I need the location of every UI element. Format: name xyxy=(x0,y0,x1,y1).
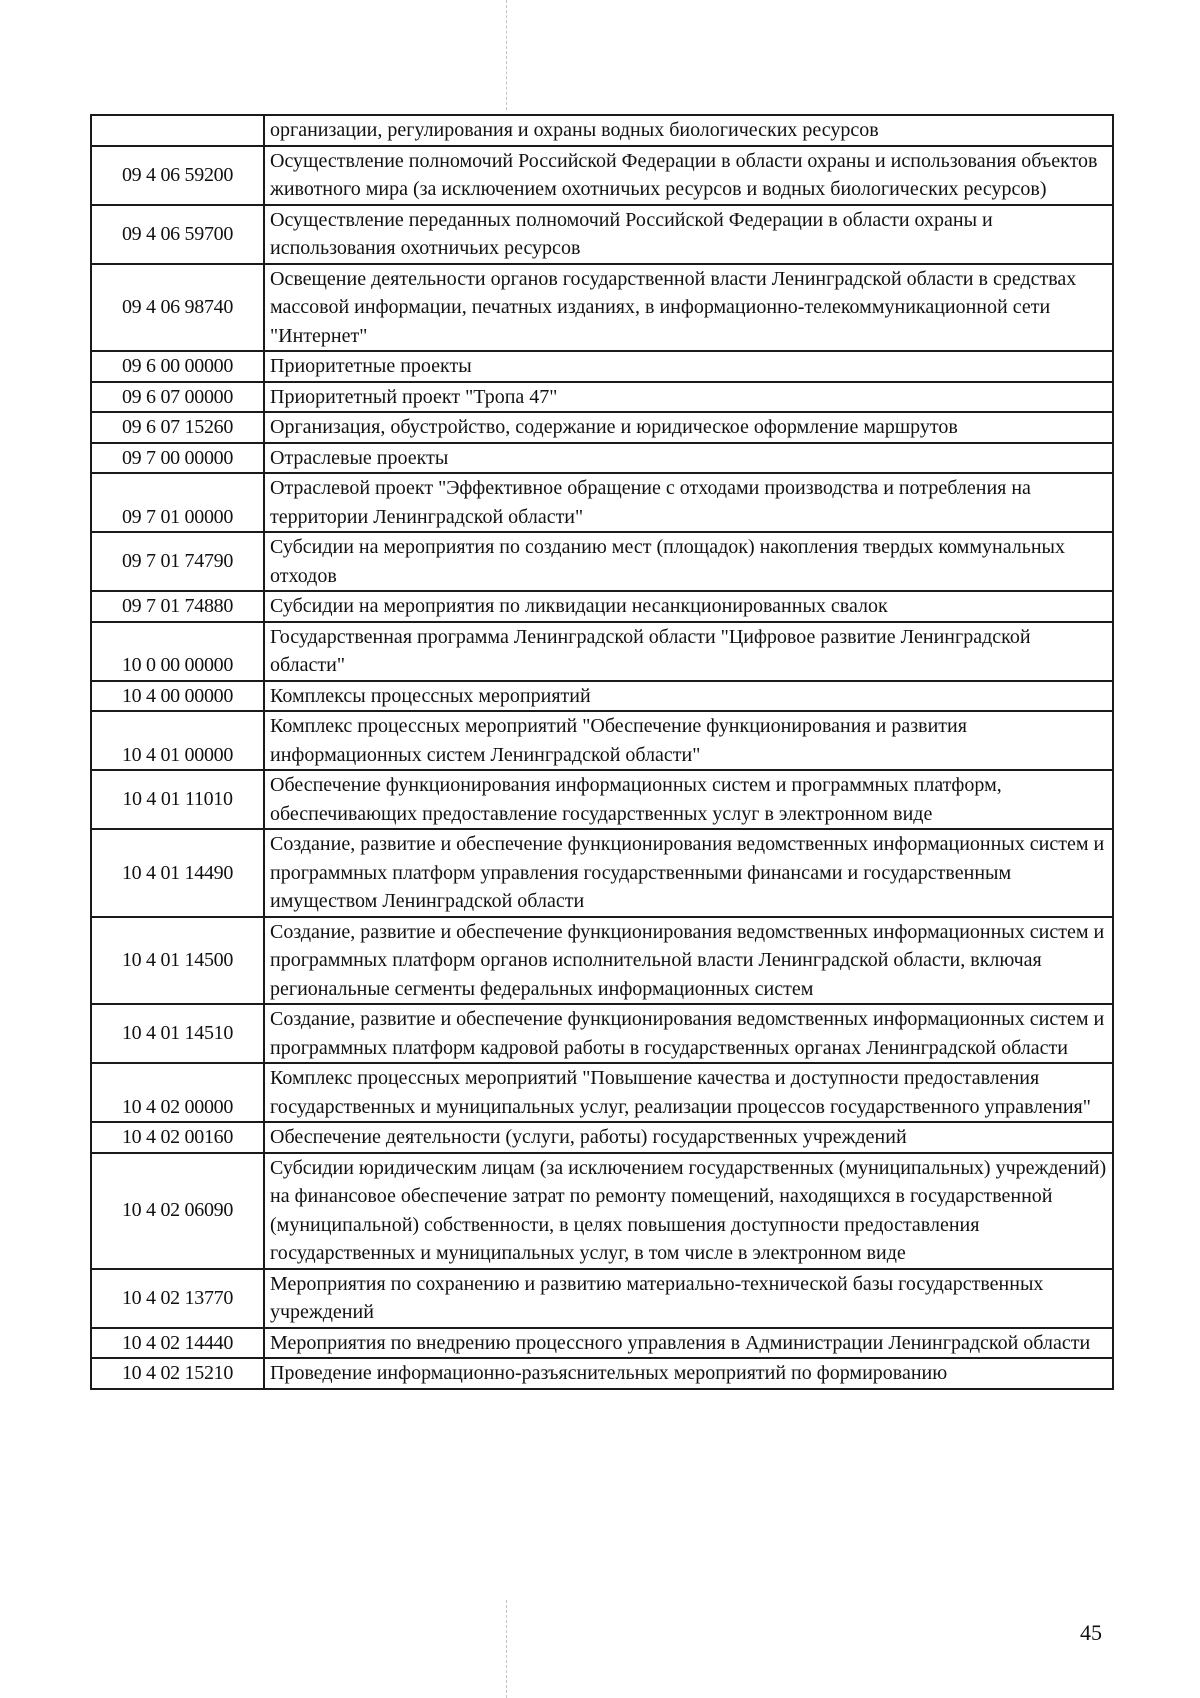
fold-line-bottom xyxy=(506,1600,507,1698)
budget-code-cell: 09 4 06 98740 xyxy=(91,264,264,352)
budget-code-cell: 09 6 00 00000 xyxy=(91,351,264,382)
table-row xyxy=(91,1358,1113,1389)
item-name-cell: Обеспечение функционирования информационных систем и программных платформ, обеспечивающих предоставление государственных услуг в электронном виде xyxy=(264,770,1113,829)
table-body xyxy=(91,115,1113,1389)
item-name-cell: Комплекс процессных мероприятий "Повышение качества и доступности предоставления государственных и муниципальных услуг, реализации процессов государственного управления" xyxy=(264,1063,1113,1122)
budget-code-cell: 10 4 01 00000 xyxy=(91,711,264,770)
table-row xyxy=(91,770,1113,829)
item-name-cell: Субсидии на мероприятия по созданию мест (площадок) накопления твердых коммунальных отходов xyxy=(264,532,1113,591)
item-name-cell: Отраслевой проект "Эффективное обращение с отходами производства и потребления на территории Ленинградской области" xyxy=(264,473,1113,532)
item-name-cell: Приоритетные проекты xyxy=(264,351,1113,382)
table-row xyxy=(91,622,1113,681)
budget-code-cell: 10 4 00 00000 xyxy=(91,681,264,712)
item-name-cell: Комплексы процессных мероприятий xyxy=(264,681,1113,712)
table-row xyxy=(91,829,1113,917)
budget-code-cell: 10 4 01 14500 xyxy=(91,917,264,1005)
budget-code-cell: 10 4 02 00000 xyxy=(91,1063,264,1122)
table-row xyxy=(91,1328,1113,1359)
item-name-cell: Создание, развитие и обеспечение функционирования ведомственных информационных систем и программных платформ управления государственными финансами и государственным имуществом Ленинградской области xyxy=(264,829,1113,917)
budget-code-cell: 10 0 00 00000 xyxy=(91,622,264,681)
budget-code-cell: 10 4 02 13770 xyxy=(91,1269,264,1328)
budget-code-cell: 10 4 02 15210 xyxy=(91,1358,264,1389)
item-name-cell: Комплекс процессных мероприятий "Обеспечение функционирования и развития информационных систем Ленинградской области" xyxy=(264,711,1113,770)
item-name-cell: Отраслевые проекты xyxy=(264,443,1113,474)
budget-code-cell: 10 4 01 14490 xyxy=(91,829,264,917)
page-number: 45 xyxy=(1080,1620,1102,1645)
table-row xyxy=(91,917,1113,1005)
budget-code-cell: 10 4 01 14510 xyxy=(91,1004,264,1063)
item-name-cell: Освещение деятельности органов государственной власти Ленинградской области в средствах массовой информации, печатных изданиях, в информационно-телекоммуникационной сети "Интернет" xyxy=(264,264,1113,352)
item-name-cell: Приоритетный проект "Тропа 47" xyxy=(264,382,1113,413)
item-name-cell: Субсидии юридическим лицам (за исключением государственных (муниципальных) учреждений) на финансовое обеспечение затрат по ремонту помещений, находящихся в государственной (муниципальной) собственности, в целях повышения доступности предоставления государственных и муниципальных услуг, в том числе в электронном виде xyxy=(264,1153,1113,1269)
item-name-cell: Создание, развитие и обеспечение функционирования ведомственных информационных систем и программных платформ кадровой работы в государственных органах Ленинградской области xyxy=(264,1004,1113,1063)
table-row xyxy=(91,412,1113,443)
item-name-cell: Проведение информационно-разъяснительных мероприятий по формированию xyxy=(264,1358,1113,1389)
table-row xyxy=(91,681,1113,712)
item-name-cell: организации, регулирования и охраны водных биологических ресурсов xyxy=(264,115,1113,146)
item-name-cell: Мероприятия по сохранению и развитию материально-технической базы государственных учреждений xyxy=(264,1269,1113,1328)
table-row xyxy=(91,591,1113,622)
budget-code-cell: 09 7 00 00000 xyxy=(91,443,264,474)
budget-code-cell: 10 4 02 14440 xyxy=(91,1328,264,1359)
budget-code-cell: 09 7 01 74880 xyxy=(91,591,264,622)
budget-code-cell: 09 4 06 59200 xyxy=(91,146,264,205)
budget-code-cell: 09 6 07 00000 xyxy=(91,382,264,413)
table-row xyxy=(91,146,1113,205)
budget-code-cell: 10 4 02 06090 xyxy=(91,1153,264,1269)
table-row xyxy=(91,1004,1113,1063)
item-name-cell: Осуществление переданных полномочий Российской Федерации в области охраны и использования охотничьих ресурсов xyxy=(264,205,1113,264)
budget-code-table xyxy=(90,114,1114,1390)
item-name-cell: Организация, обустройство, содержание и юридическое оформление маршрутов xyxy=(264,412,1113,443)
item-name-cell: Субсидии на мероприятия по ликвидации несанкционированных свалок xyxy=(264,591,1113,622)
table-row xyxy=(91,443,1113,474)
item-name-cell: Мероприятия по внедрению процессного управления в Администрации Ленинградской области xyxy=(264,1328,1113,1359)
table-row xyxy=(91,115,1113,146)
table-row xyxy=(91,1269,1113,1328)
item-name-cell: Государственная программа Ленинградской области "Цифровое развитие Ленинградской области" xyxy=(264,622,1113,681)
table-row xyxy=(91,711,1113,770)
table-row xyxy=(91,1063,1113,1122)
table-row xyxy=(91,532,1113,591)
item-name-cell: Обеспечение деятельности (услуги, работы) государственных учреждений xyxy=(264,1122,1113,1153)
budget-code-cell: 09 7 01 00000 xyxy=(91,473,264,532)
budget-code-cell: 09 7 01 74790 xyxy=(91,532,264,591)
budget-code-cell: 09 4 06 59700 xyxy=(91,205,264,264)
table-row xyxy=(91,473,1113,532)
table-row xyxy=(91,1122,1113,1153)
table-row xyxy=(91,351,1113,382)
budget-code-cell xyxy=(91,115,264,146)
budget-code-cell: 09 6 07 15260 xyxy=(91,412,264,443)
table-row xyxy=(91,205,1113,264)
table-row xyxy=(91,382,1113,413)
table-row xyxy=(91,264,1113,352)
table-row xyxy=(91,1153,1113,1269)
budget-code-cell: 10 4 01 11010 xyxy=(91,770,264,829)
budget-code-cell: 10 4 02 00160 xyxy=(91,1122,264,1153)
item-name-cell: Осуществление полномочий Российской Федерации в области охраны и использования объектов животного мира (за исключением охотничьих ресурсов и водных биологических ресурсов) xyxy=(264,146,1113,205)
fold-line-top xyxy=(506,0,507,110)
item-name-cell: Создание, развитие и обеспечение функционирования ведомственных информационных систем и программных платформ органов исполнительной власти Ленинградской области, включая региональные сегменты федеральных информационных систем xyxy=(264,917,1113,1005)
